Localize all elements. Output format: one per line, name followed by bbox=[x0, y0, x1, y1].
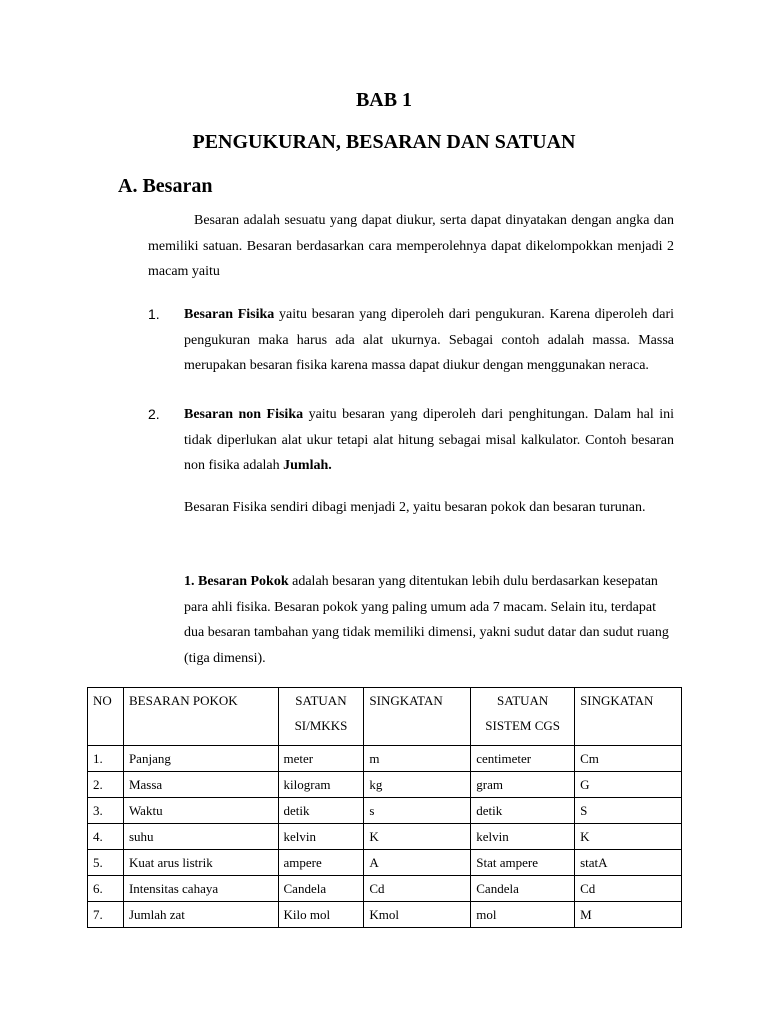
besaran-pokok-paragraph bbox=[184, 569, 674, 671]
cell-satuan-si: Kilo mol bbox=[278, 902, 364, 928]
cell-singkatan-cgs: Cd bbox=[575, 876, 682, 902]
cell-singkatan-cgs: G bbox=[575, 772, 682, 798]
cell-singkatan-si: Cd bbox=[364, 876, 471, 902]
units-table bbox=[87, 687, 682, 928]
list-item-term: Besaran non Fisika bbox=[184, 407, 304, 422]
cell-singkatan-cgs: Cm bbox=[575, 746, 682, 772]
pokok-text: adalah besaran yang ditentukan lebih dulu berdasarkan kesepatan para ahli fisika. Besaran pokok yang paling umum ada 7 macam. Selain itu, terdapat dua besaran tambahan yang tidak memiliki dimensi, yakni sudut datar dan sudut ruang (tiga dimensi). bbox=[184, 574, 669, 666]
table-row bbox=[88, 746, 682, 772]
cell-satuan-cgs: Stat ampere bbox=[471, 850, 575, 876]
header-no: NO bbox=[88, 688, 124, 746]
cell-besaran: Kuat arus listrik bbox=[123, 850, 278, 876]
chapter-heading: BAB 1 bbox=[355, 89, 413, 111]
cell-satuan-cgs: mol bbox=[471, 902, 575, 928]
table-row bbox=[88, 824, 682, 850]
cell-no: 2. bbox=[88, 772, 124, 798]
header-besaran-pokok: BESARAN POKOK bbox=[123, 688, 278, 746]
header-satuan-si: SATUAN SI/MKKS bbox=[278, 688, 364, 746]
cell-singkatan-cgs: statA bbox=[575, 850, 682, 876]
list-item-besaran-fisika bbox=[184, 302, 674, 379]
cell-besaran: Waktu bbox=[123, 798, 278, 824]
list-number: 1. bbox=[148, 306, 160, 322]
cell-singkatan-si: m bbox=[364, 746, 471, 772]
header-singkatan-cgs: SINGKATAN bbox=[575, 688, 682, 746]
header-singkatan-si: SINGKATAN bbox=[364, 688, 471, 746]
cell-besaran: Jumlah zat bbox=[123, 902, 278, 928]
cell-besaran: Intensitas cahaya bbox=[123, 876, 278, 902]
cell-no: 5. bbox=[88, 850, 124, 876]
header-satuan-cgs: SATUAN SISTEM CGS bbox=[471, 688, 575, 746]
cell-satuan-si: kelvin bbox=[278, 824, 364, 850]
cell-satuan-si: kilogram bbox=[278, 772, 364, 798]
cell-satuan-cgs: kelvin bbox=[471, 824, 575, 850]
cell-singkatan-si: Kmol bbox=[364, 902, 471, 928]
list-item-text: yaitu besaran yang diperoleh dari penghitungan. Dalam hal ini tidak diperlukan alat ukur tetapi alat hitung sebagai misal kalkulator. Contoh besaran non fisika adalah bbox=[184, 407, 674, 473]
list-item-emphasis: Jumlah. bbox=[283, 458, 332, 473]
table-row bbox=[88, 798, 682, 824]
cell-satuan-cgs: Candela bbox=[471, 876, 575, 902]
table-row bbox=[88, 876, 682, 902]
cell-singkatan-si: K bbox=[364, 824, 471, 850]
cell-singkatan-si: A bbox=[364, 850, 471, 876]
pokok-term: 1. Besaran Pokok bbox=[184, 574, 289, 589]
intro-paragraph: Besaran adalah sesuatu yang dapat diukur, serta dapat dinyatakan dengan angka dan memiliki satuan. Besaran berdasarkan cara memperolehnya dapat dikelompokkan menjadi 2 macam yaitu bbox=[148, 213, 674, 279]
cell-satuan-si: Candela bbox=[278, 876, 364, 902]
list-item-term: Besaran Fisika bbox=[184, 307, 275, 322]
cell-no: 1. bbox=[88, 746, 124, 772]
cell-singkatan-cgs: K bbox=[575, 824, 682, 850]
list-item-text: yaitu besaran yang diperoleh dari pengukuran. Karena diperoleh dari pengukuran maka harus ada alat ukurnya. Sebagai contoh adalah massa. Massa merupakan besaran fisika karena massa dapat diukur dengan menggunakan neraca. bbox=[184, 307, 674, 373]
page-title: PENGUKURAN, BESARAN DAN SATUAN bbox=[192, 131, 576, 153]
table-row bbox=[88, 772, 682, 798]
cell-singkatan-cgs: M bbox=[575, 902, 682, 928]
cell-no: 6. bbox=[88, 876, 124, 902]
cell-singkatan-si: s bbox=[364, 798, 471, 824]
cell-satuan-si: detik bbox=[278, 798, 364, 824]
cell-singkatan-cgs: S bbox=[575, 798, 682, 824]
cell-besaran: Massa bbox=[123, 772, 278, 798]
cell-besaran: Panjang bbox=[123, 746, 278, 772]
cell-besaran: suhu bbox=[123, 824, 278, 850]
cell-no: 3. bbox=[88, 798, 124, 824]
cell-satuan-cgs: gram bbox=[471, 772, 575, 798]
cell-satuan-cgs: centimeter bbox=[471, 746, 575, 772]
section-heading: A. Besaran bbox=[118, 175, 213, 197]
fisika-note-paragraph: Besaran Fisika sendiri dibagi menjadi 2, yaitu besaran pokok dan besaran turunan. bbox=[184, 500, 646, 515]
cell-no: 4. bbox=[88, 824, 124, 850]
cell-satuan-si: meter bbox=[278, 746, 364, 772]
list-item-besaran-non-fisika bbox=[184, 402, 674, 479]
table-header-row bbox=[88, 688, 682, 746]
table-row bbox=[88, 902, 682, 928]
cell-no: 7. bbox=[88, 902, 124, 928]
cell-singkatan-si: kg bbox=[364, 772, 471, 798]
cell-satuan-cgs: detik bbox=[471, 798, 575, 824]
cell-satuan-si: ampere bbox=[278, 850, 364, 876]
list-number: 2. bbox=[148, 406, 160, 422]
table-row bbox=[88, 850, 682, 876]
